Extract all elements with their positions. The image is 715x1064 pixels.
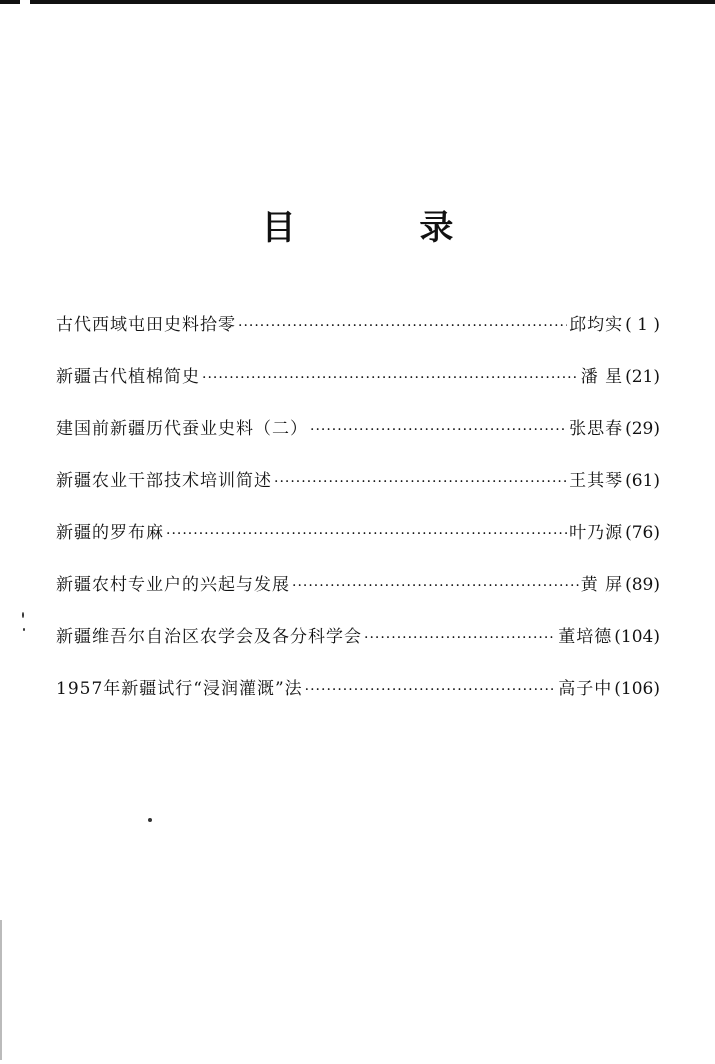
toc-dot-leader bbox=[202, 370, 579, 386]
toc-entry-page: (61) bbox=[625, 471, 660, 491]
toc-entry-author: 黄 屏 bbox=[580, 575, 624, 595]
scan-speck bbox=[148, 818, 152, 822]
toc-entry-page: ( 1 ) bbox=[625, 315, 660, 335]
toc-entry-page: (21) bbox=[625, 367, 660, 387]
table-of-contents bbox=[56, 310, 660, 726]
top-border-rule bbox=[0, 0, 715, 4]
toc-entry bbox=[56, 622, 660, 674]
page-title: 目 录 bbox=[261, 208, 510, 248]
toc-dot-leader bbox=[166, 526, 567, 542]
toc-entry-title: 新疆农村专业户的兴起与发展 bbox=[56, 575, 290, 595]
toc-entry-author: 董培德 bbox=[558, 627, 613, 647]
toc-entry-page: (89) bbox=[625, 575, 660, 595]
scan-edge-shadow bbox=[0, 920, 2, 1060]
scan-speck bbox=[23, 628, 25, 631]
toc-entry-author: 高子中 bbox=[558, 679, 613, 699]
toc-entry-author: 王其琴 bbox=[569, 471, 624, 491]
toc-entry-title: 新疆农业干部技术培训简述 bbox=[56, 471, 272, 491]
toc-entry-page: (104) bbox=[614, 627, 660, 647]
toc-entry bbox=[56, 362, 660, 414]
toc-dot-leader bbox=[310, 422, 567, 438]
toc-entry-title: 新疆维吾尔自治区农学会及各分科学会 bbox=[56, 627, 362, 647]
toc-entry bbox=[56, 518, 660, 570]
toc-entry-author: 潘 星 bbox=[580, 367, 624, 387]
toc-entry-page: (106) bbox=[614, 679, 660, 699]
toc-entry-author: 邱均实 bbox=[569, 315, 624, 335]
toc-entry-author: 张思春 bbox=[569, 419, 624, 439]
toc-entry-title: 古代西域屯田史料拾零 bbox=[56, 315, 236, 335]
toc-entry bbox=[56, 466, 660, 518]
toc-entry bbox=[56, 414, 660, 466]
toc-entry bbox=[56, 674, 660, 726]
toc-entry-page: (76) bbox=[625, 523, 660, 543]
toc-dot-leader bbox=[274, 474, 567, 490]
toc-entry-page: (29) bbox=[625, 419, 660, 439]
toc-entry-title: 新疆古代植棉简史 bbox=[56, 367, 200, 387]
toc-dot-leader bbox=[292, 578, 579, 594]
toc-dot-leader bbox=[364, 630, 556, 646]
toc-entry bbox=[56, 310, 660, 362]
toc-entry-author: 叶乃源 bbox=[569, 523, 624, 543]
top-border-gap bbox=[20, 0, 30, 4]
toc-entry bbox=[56, 570, 660, 622]
toc-dot-leader bbox=[238, 318, 567, 334]
toc-entry-title: 新疆的罗布麻 bbox=[56, 523, 164, 543]
toc-entry-title: 建国前新疆历代蚕业史料（二） bbox=[56, 419, 308, 439]
toc-dot-leader bbox=[305, 682, 557, 698]
toc-entry-title: 1957年新疆试行“浸润灌溉”法 bbox=[56, 679, 303, 699]
scan-speck bbox=[22, 612, 24, 618]
